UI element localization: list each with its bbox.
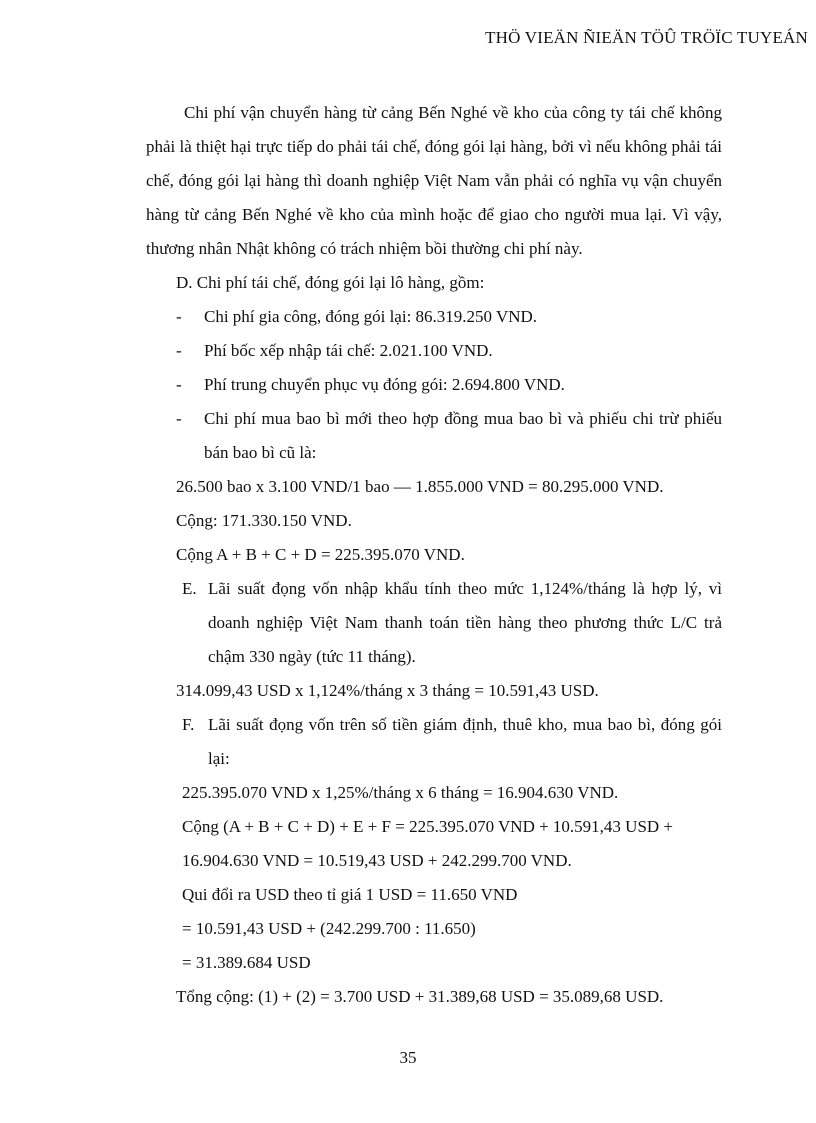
paragraph-transport-cost: Chi phí vận chuyển hàng từ cảng Bến Nghé về kho của công ty tái chế không phải là thiệt hại trực tiếp do phải tái chế, đóng gói lại hàng, bởi vì nếu không phải tái chế, đóng gói lại hàng thì doanh nghiệp Việt Nam vẫn phải có nghĩa vụ vận chuyển hàng từ cảng Bến Nghé về kho của mình hoặc để giao cho người mua lại. Vì vậy, thương nhân Nhật không có trách nhiệm bồi thường chi phí này. — [146, 103, 722, 258]
conversion-line-1: Qui đổi ra USD theo tỉ giá 1 USD = 11.650 VND — [182, 885, 518, 904]
section-e-text: Lãi suất đọng vốn nhập khẩu tính theo mức 1,124%/tháng là hợp lý, vì doanh nghiệp Việt Nam thanh toán tiền hàng theo phương thức L/C trả chậm 330 ngày (tức 11 tháng). — [208, 579, 722, 666]
section-f-marker: F. — [182, 715, 195, 734]
conversion-line-3: = 31.389.684 USD — [182, 953, 311, 972]
calculation-packaging: 26.500 bao x 3.100 VND/1 bao — 1.855.000 VND = 80.295.000 VND. — [176, 477, 664, 496]
list-item — [146, 300, 722, 334]
dash-marker: - — [176, 375, 182, 394]
running-header: THÖ VIEÄN ÑIEÄN TÖÛ TRÖÏC TUYEÁN — [485, 28, 808, 47]
dash-marker: - — [176, 307, 182, 326]
section-d-heading: D. Chi phí tái chế, đóng gói lại lô hàng, gồm: — [176, 273, 485, 292]
list-item — [146, 334, 722, 368]
list-item — [146, 402, 722, 470]
section-f-text: Lãi suất đọng vốn trên số tiền giám định, thuê kho, mua bao bì, đóng gói lại: — [208, 715, 722, 768]
subtotal-abcd: Cộng A + B + C + D = 225.395.070 VND. — [176, 545, 465, 564]
page-number: 35 — [399, 1048, 417, 1067]
list-item-text: Phí bốc xếp nhập tái chế: 2.021.100 VND. — [204, 341, 493, 360]
section-e — [146, 572, 722, 674]
section-e-marker: E. — [182, 579, 197, 598]
list-item-text: Phí trung chuyển phục vụ đóng gói: 2.694.800 VND. — [204, 375, 565, 394]
subtotal-d: Cộng: 171.330.150 VND. — [176, 511, 352, 530]
calculation-e: 314.099,43 USD x 1,124%/tháng x 3 tháng = 10.591,43 USD. — [176, 681, 599, 700]
list-item-text: Chi phí gia công, đóng gói lại: 86.319.250 VND. — [204, 307, 538, 326]
calculation-f: 225.395.070 VND x 1,25%/tháng x 6 tháng = 16.904.630 VND. — [182, 783, 619, 802]
dash-marker: - — [176, 341, 182, 360]
sum-all-line-2: 16.904.630 VND = 10.519,43 USD + 242.299.700 VND. — [182, 851, 572, 870]
dash-marker: - — [176, 409, 182, 428]
page-body — [146, 96, 722, 1014]
list-item — [146, 368, 722, 402]
sum-all-line-1: Cộng (A + B + C + D) + E + F = 225.395.070 VND + 10.591,43 USD + — [182, 817, 674, 836]
list-item-text: Chi phí mua bao bì mới theo hợp đồng mua bao bì và phiếu chi trừ phiếu bán bao bì cũ là: — [204, 409, 722, 462]
conversion-line-2: = 10.591,43 USD + (242.299.700 : 11.650) — [182, 919, 476, 938]
section-f — [146, 708, 722, 776]
grand-total: Tổng cộng: (1) + (2) = 3.700 USD + 31.389,68 USD = 35.089,68 USD. — [176, 987, 664, 1006]
